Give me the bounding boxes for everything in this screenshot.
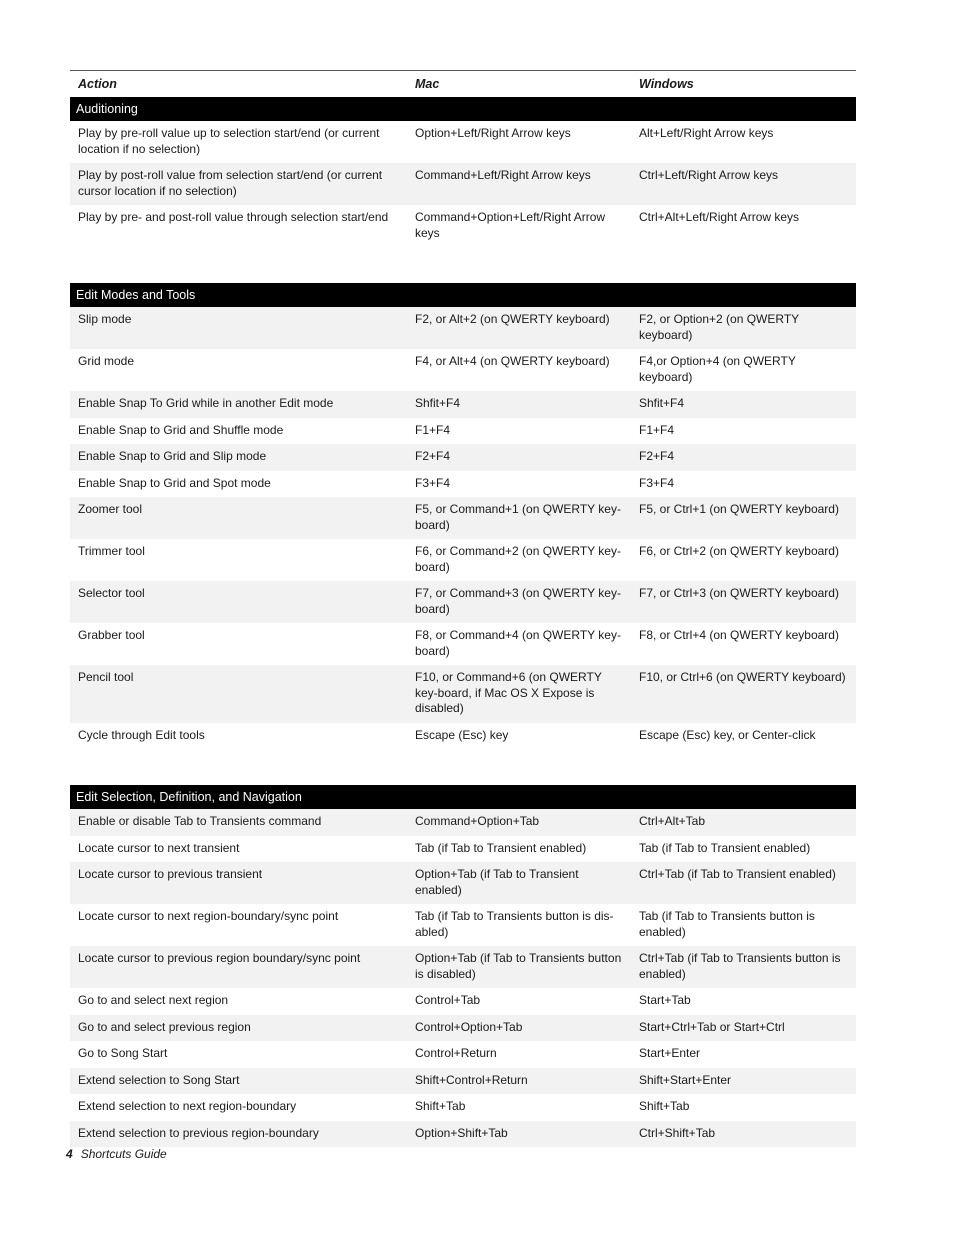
table-row (70, 862, 856, 904)
cell-mac: Option+Shift+Tab (415, 1125, 508, 1140)
cell-action: Selector tool (78, 586, 145, 600)
cell-action: Trimmer tool (78, 544, 145, 558)
cell-mac: Option+Tab (if Tab to Transient enabled) (415, 867, 579, 897)
cell-action: Go to and select previous region (78, 1019, 251, 1034)
cell-action: Go to and select next region (78, 993, 229, 1007)
table-row (70, 623, 856, 665)
table-row (70, 581, 856, 623)
cell-windows: Start+Tab (639, 993, 691, 1007)
cell-mac: Option+Left/Right Arrow keys (415, 126, 571, 140)
table-row (70, 163, 856, 205)
cell-mac: F7, or Command+3 (on QWERTY key-board) (415, 586, 621, 616)
cell-windows: F1+F4 (639, 422, 675, 437)
table-row (70, 205, 856, 247)
cell-mac: Control+Return (415, 1046, 497, 1060)
cell-windows: Ctrl+Tab (if Tab to Transient enabled) (639, 867, 836, 881)
cell-windows: F4,or Option+4 (on QWERTY keyboard) (639, 354, 796, 384)
cell-action: Enable Snap to Grid and Shuffle mode (78, 422, 284, 437)
cell-windows: F2, or Option+2 (on QWERTY keyboard) (639, 312, 799, 342)
table-row (70, 1121, 856, 1148)
cell-mac: Shift+Tab (415, 1099, 466, 1113)
cell-windows: F10, or Ctrl+6 (on QWERTY keyboard) (639, 670, 846, 684)
cell-windows: F7, or Ctrl+3 (on QWERTY keyboard) (639, 586, 839, 600)
table-row (70, 418, 856, 445)
cell-action: Zoomer tool (78, 502, 143, 516)
cell-action: Extend selection to previous region-boundary (78, 1125, 319, 1140)
cell-action: Locate cursor to next transient (78, 840, 240, 855)
table-row (70, 836, 856, 863)
cell-action: Extend selection to next region-boundary (78, 1099, 297, 1113)
cell-mac: Command+Option+Tab (415, 814, 540, 828)
table-row (70, 539, 856, 581)
cell-windows: F8, or Ctrl+4 (on QWERTY keyboard) (639, 628, 839, 642)
cell-mac: Control+Option+Tab (415, 1019, 523, 1034)
page-footer (66, 1147, 167, 1161)
cell-windows: F6, or Ctrl+2 (on QWERTY keyboard) (639, 544, 839, 558)
page-number: 4 (66, 1147, 73, 1161)
cell-windows: Shift+Start+Enter (639, 1072, 732, 1087)
cell-mac: F4, or Alt+4 (on QWERTY keyboard) (415, 354, 610, 368)
cell-windows: Ctrl+Alt+Left/Right Arrow keys (639, 210, 800, 224)
table-row (70, 307, 856, 349)
table-row (70, 1068, 856, 1095)
column-header-windows: Windows (639, 77, 694, 91)
column-header-mac: Mac (415, 77, 440, 91)
table-row (70, 988, 856, 1015)
cell-mac: Tab (if Tab to Transients button is dis-abled) (415, 909, 614, 939)
cell-action: Locate cursor to previous region boundary/sync point (78, 951, 361, 965)
table-row (70, 1015, 856, 1042)
cell-windows: Shift+Tab (639, 1099, 690, 1113)
cell-mac: F2+F4 (415, 449, 451, 463)
cell-windows: Alt+Left/Right Arrow keys (639, 126, 774, 140)
cell-mac: F6, or Command+2 (on QWERTY key-board) (415, 544, 621, 574)
cell-mac: F10, or Command+6 (on QWERTY key-board, if Mac OS X Expose is disabled) (415, 670, 602, 715)
table-row (70, 723, 856, 750)
cell-mac: Command+Left/Right Arrow keys (415, 168, 591, 182)
cell-mac: F2, or Alt+2 (on QWERTY keyboard) (415, 312, 610, 326)
column-headers (70, 71, 856, 97)
cell-windows: Start+Enter (639, 1046, 701, 1060)
cell-windows: F3+F4 (639, 475, 675, 490)
cell-windows: Ctrl+Left/Right Arrow keys (639, 168, 779, 182)
cell-action: Pencil tool (78, 670, 134, 684)
cell-windows: Shfit+F4 (639, 396, 685, 410)
section-title: Edit Modes and Tools (70, 283, 856, 307)
table-row (70, 1041, 856, 1068)
cell-windows: Ctrl+Shift+Tab (639, 1125, 716, 1140)
table-row (70, 809, 856, 836)
table-row (70, 121, 856, 163)
cell-mac: Shfit+F4 (415, 396, 461, 410)
cell-action: Play by pre-roll value up to selection start/end (or current location if no selection) (78, 126, 380, 156)
cell-mac: F3+F4 (415, 475, 451, 490)
cell-action: Extend selection to Song Start (78, 1072, 240, 1087)
cell-action: Enable or disable Tab to Transients command (78, 814, 322, 828)
cell-windows: Ctrl+Tab (if Tab to Transients button is enabled) (639, 951, 841, 981)
table-row (70, 349, 856, 391)
cell-action: Cycle through Edit tools (78, 727, 205, 742)
cell-windows: Ctrl+Alt+Tab (639, 814, 706, 828)
table-row (70, 1094, 856, 1121)
table-row (70, 471, 856, 498)
cell-action: Enable Snap to Grid and Spot mode (78, 475, 271, 490)
cell-mac: Option+Tab (if Tab to Transients button is disabled) (415, 951, 622, 981)
cell-action: Grid mode (78, 354, 135, 368)
cell-action: Slip mode (78, 312, 132, 326)
cell-windows: Start+Ctrl+Tab or Start+Ctrl (639, 1019, 785, 1034)
cell-mac: Command+Option+Left/Right Arrow keys (415, 210, 606, 240)
cell-windows: Escape (Esc) key, or Center-click (639, 727, 816, 742)
table-row (70, 444, 856, 471)
section-title: Auditioning (70, 97, 856, 121)
cell-mac: Tab (if Tab to Transient enabled) (415, 840, 587, 855)
table-row (70, 665, 856, 723)
cell-action: Grabber tool (78, 628, 145, 642)
cell-action: Locate cursor to previous transient (78, 867, 263, 881)
cell-windows: Tab (if Tab to Transients button is enabled) (639, 909, 815, 939)
cell-action: Locate cursor to next region-boundary/sync point (78, 909, 339, 923)
cell-action: Enable Snap To Grid while in another Edit mode (78, 396, 334, 410)
cell-mac: F5, or Command+1 (on QWERTY key-board) (415, 502, 621, 532)
section-gap (70, 247, 856, 283)
cell-windows: F5, or Ctrl+1 (on QWERTY keyboard) (639, 502, 839, 516)
column-header-action: Action (78, 77, 117, 91)
section-gap (70, 749, 856, 785)
cell-action: Play by post-roll value from selection start/end (or current cursor location if no selection) (78, 168, 383, 198)
shortcuts-table (70, 70, 856, 1147)
cell-action: Go to Song Start (78, 1046, 168, 1060)
sections-container (70, 97, 856, 1147)
table-row (70, 497, 856, 539)
guide-title: Shortcuts Guide (80, 1147, 167, 1161)
cell-mac: Shift+Control+Return (415, 1072, 528, 1087)
cell-action: Enable Snap to Grid and Slip mode (78, 449, 267, 463)
cell-windows: Tab (if Tab to Transient enabled) (639, 840, 811, 855)
cell-mac: F1+F4 (415, 422, 451, 437)
table-row (70, 946, 856, 988)
cell-mac: Escape (Esc) key (415, 727, 509, 742)
table-row (70, 391, 856, 418)
cell-action: Play by pre- and post-roll value through selection start/end (78, 210, 389, 224)
cell-mac: F8, or Command+4 (on QWERTY key-board) (415, 628, 621, 658)
cell-windows: F2+F4 (639, 449, 675, 463)
table-row (70, 904, 856, 946)
section-title: Edit Selection, Definition, and Navigation (70, 785, 856, 809)
cell-mac: Control+Tab (415, 993, 481, 1007)
